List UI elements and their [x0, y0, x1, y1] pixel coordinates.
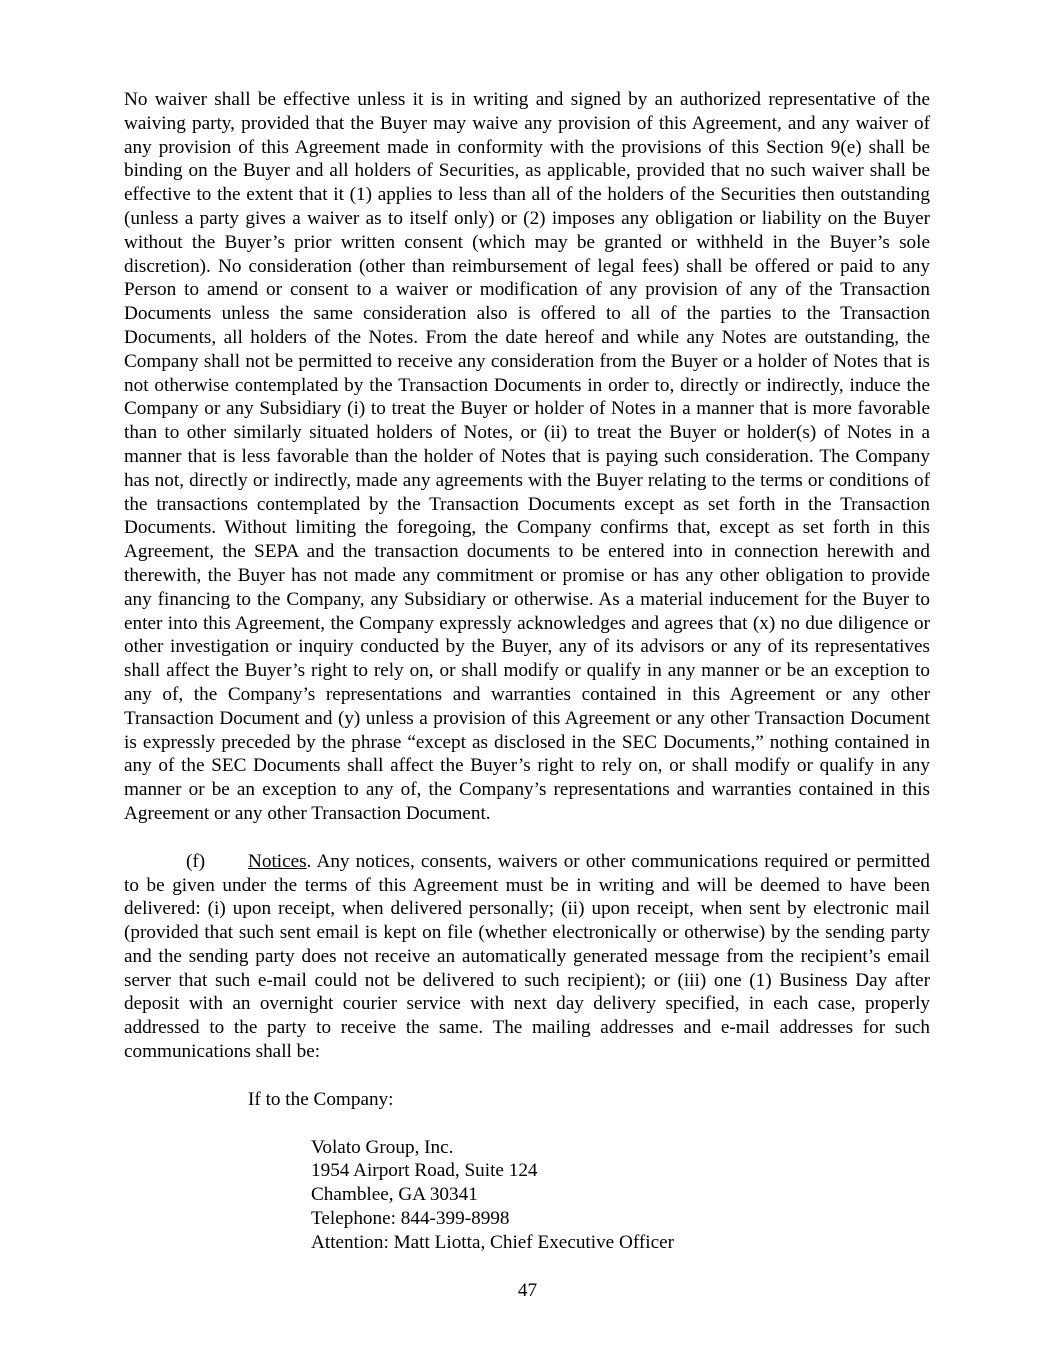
waiver-paragraph: No waiver shall be effective unless it is in writing and signed by an authorized representative of the waiving party, provided that the Buyer may waive any provision of this Agreement, and any waiver of any provision of this Agreement made in conformity with the provisions of this Section 9(e) shall be binding on the Buyer and all holders of Securities, as applicable, provided that no such waiver shall be effective to the extent that it (1) applies to less than all of the holders of the Securities then outstanding (unless a party gives a waiver as to itself only) or (2) imposes any obligation or liability on the Buyer without the Buyer’s prior written consent (which may be granted or withheld in the Buyer’s sole discretion). No consideration (other than reimbursement of legal fees) shall be offered or paid to any Person to amend or consent to a waiver or modification of any provision of any of the Transaction Documents unless the same consideration also is offered to all of the parties to the Transaction Documents, all holders of the Notes. From the date hereof and while any Notes are outstanding, the Company shall not be permitted to receive any consideration from the Buyer or a holder of Notes that is not otherwise contemplated by the Transaction Documents in order to, directly or indirectly, induce the Company or any Subsidiary (i) to treat the Buyer or holder of Notes in a manner that is more favorable than to other similarly situated holders of Notes, or (ii) to treat the Buyer or holder(s) of Notes in a manner that is less favorable than the holder of Notes that is paying such consideration. The Company has not, directly or indirectly, made any agreements with the Buyer relating to the terms or conditions of the transactions contemplated by the Transaction Documents except as set forth in the Transaction Documents. Without limiting the foregoing, the Company confirms that, except as set forth in this Agreement, the SEPA and the transaction documents to be entered into in connection herewith and therewith, the Buyer has not made any commitment or promise or has any other obligation to provide any financing to the Company, any Subsidiary or otherwise. As a material inducement for the Buyer to enter into this Agreement, the Company expressly acknowledges and agrees that (x) no due diligence or other investigation or inquiry conducted by the Buyer, any of its advisors or any of its representatives shall affect the Buyer’s right to rely on, or shall modify or qualify in any manner or be an exception to any of, the Company’s representations and warranties contained in this Agreement or any other Transaction Document and (y) unless a provision of this Agreement or any other Transaction Document is expressly preceded by the phrase “except as disclosed in the SEC Documents,” nothing contained in any of the SEC Documents shall affect the Buyer’s right to rely on, or shall modify or qualify in any manner or be an exception to any of, the Company’s representations and warranties contained in this Agreement or any other Transaction Document. — [124, 89, 930, 824]
notices-body: . Any notices, consents, waivers or other communications required or permitted to be given under the terms of this Agreement must be in writing and will be deemed to have been delivered: (i) upon receipt, when delivered personally; (ii) upon receipt, when sent by electronic mail (provided that such sent email is kept on file (whether electronically or otherwise) by the sending party and the sending party does not receive an automatically generated message from the recipient’s email server that such e-mail could not be delivered to such recipient); or (iii) one (1) Business Day after deposit with an overnight courier service with next day delivery specified, in each case, properly addressed to the party to receive the same. The mailing addresses and e-mail addresses for such communications shall be: — [124, 850, 930, 1063]
company-street: 1954 Airport Road, Suite 124 — [311, 1160, 538, 1182]
company-heading: If to the Company: — [248, 1088, 394, 1110]
section-title-notices: Notices — [248, 850, 307, 872]
company-name: Volato Group, Inc. — [311, 1136, 454, 1158]
company-telephone: Telephone: 844-399-8998 — [311, 1208, 510, 1230]
company-city: Chamblee, GA 30341 — [311, 1184, 478, 1206]
document-page — [124, 88, 930, 1255]
notices-paragraph — [124, 850, 930, 1064]
company-attention: Attention: Matt Liotta, Chief Executive Officer — [311, 1231, 675, 1253]
company-address-block — [311, 1136, 930, 1255]
section-number: (f) — [186, 850, 206, 872]
page-number: 47 — [517, 1280, 538, 1301]
